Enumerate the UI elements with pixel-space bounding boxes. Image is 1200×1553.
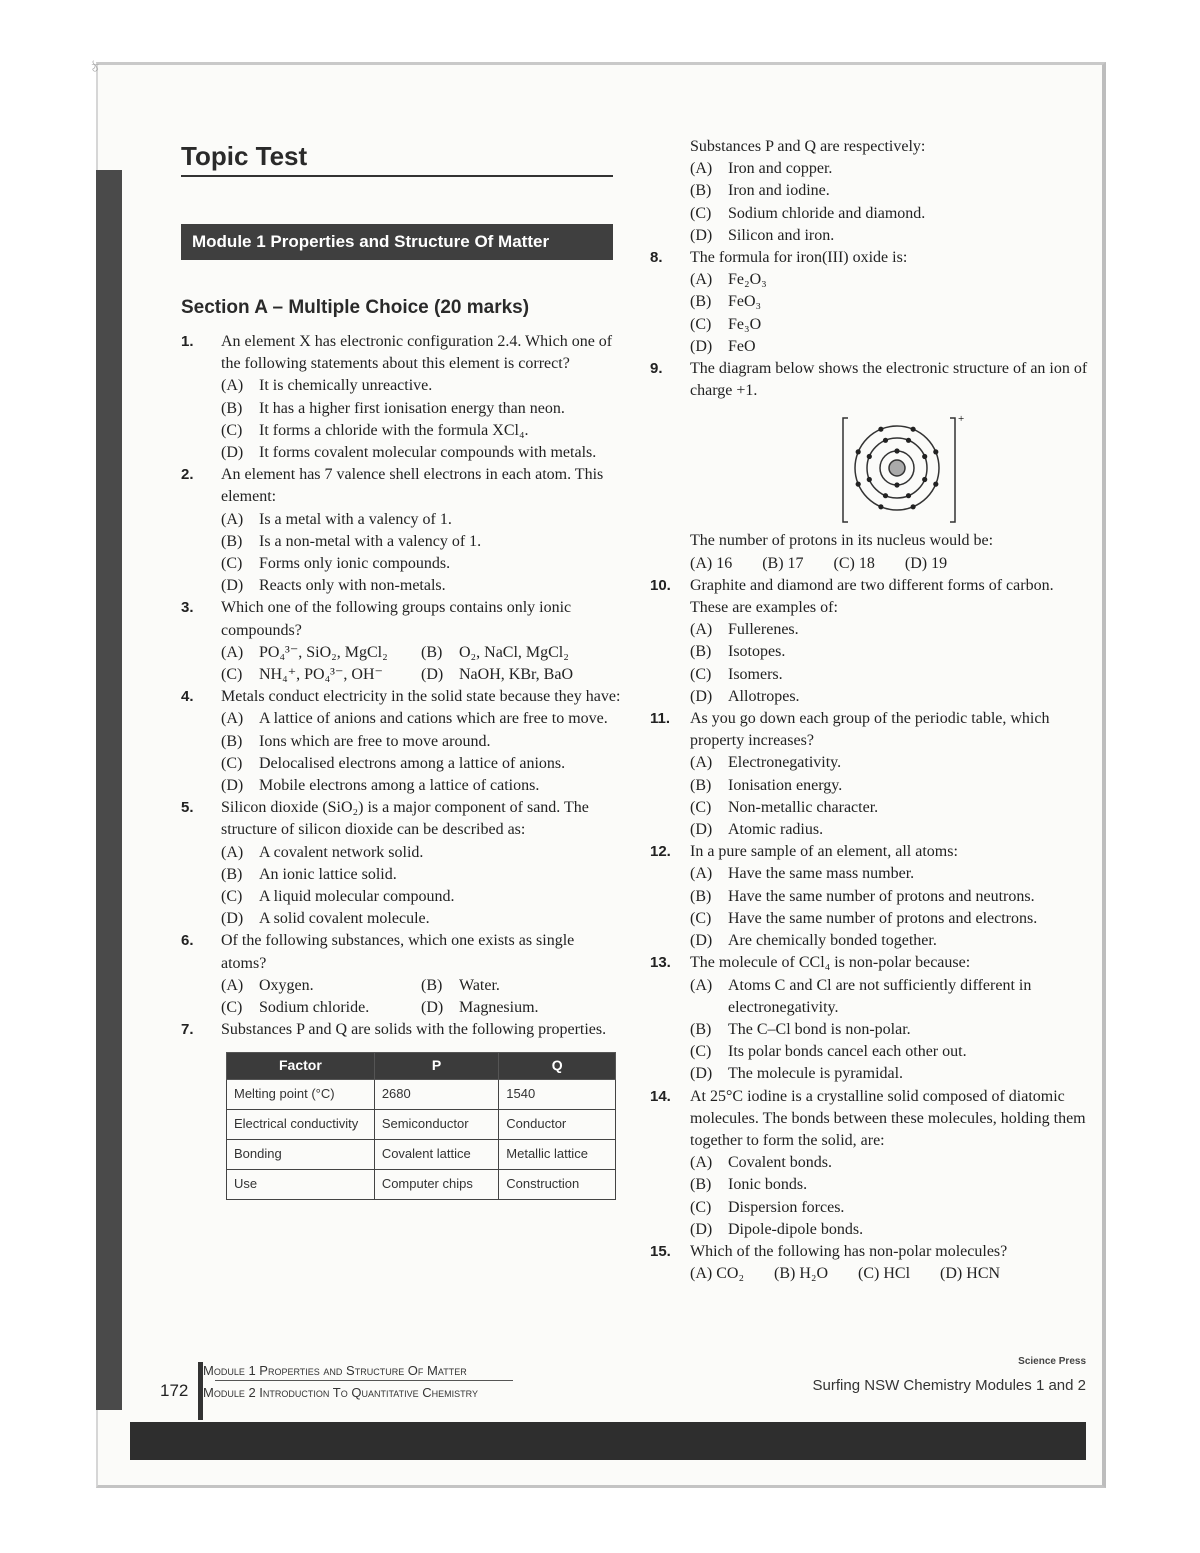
option-b [774, 1263, 828, 1285]
option-row [221, 664, 621, 686]
option-key: (D) [690, 226, 713, 244]
table-cell: Semiconductor [374, 1109, 498, 1139]
option-text: Have the same number of protons and neutrons. [728, 887, 1035, 905]
option-key: (A) [221, 976, 244, 994]
question-number: 9. [650, 360, 663, 378]
option-a [690, 863, 1090, 885]
electron-dot [878, 427, 883, 432]
table-cell: Conductor [499, 1109, 616, 1139]
question-text: Which of the following has non-polar molecules? [690, 1242, 1008, 1260]
option-b [762, 553, 803, 575]
option-d [221, 908, 621, 930]
option-key: (B) [421, 643, 443, 661]
table-row [227, 1109, 616, 1139]
question-9 [650, 358, 1090, 575]
option-d [690, 819, 1090, 841]
option-text: It has a higher first ionisation energy than neon. [259, 399, 565, 417]
option-c [221, 664, 421, 686]
option-key: (D) [940, 1265, 963, 1283]
table-cell: Construction [499, 1169, 616, 1199]
question-7-options [650, 158, 1090, 247]
option-key: (D) [221, 577, 244, 595]
option-c [221, 886, 621, 908]
option-text: Its polar bonds cancel each other out. [728, 1043, 967, 1061]
table-cell: Covalent lattice [374, 1139, 498, 1169]
nucleus [889, 460, 905, 476]
question-12 [650, 841, 1090, 952]
electron-dot [856, 450, 861, 455]
option-c [221, 753, 621, 775]
question-text: Which one of the following groups contains only ionic compounds? [221, 599, 572, 639]
option-text: HCl [883, 1265, 911, 1283]
question-number: 11. [650, 710, 671, 728]
question-number: 4. [181, 688, 194, 706]
question-15 [650, 1241, 1090, 1285]
question-number: 2. [181, 466, 194, 484]
electron-dot [856, 482, 861, 487]
option-key: (A) [221, 510, 244, 528]
electron-dot [906, 494, 911, 499]
option-b [221, 864, 621, 886]
electron-shell-svg [840, 410, 970, 530]
option-key: (A) [690, 754, 713, 772]
option-text: A liquid molecular compound. [259, 888, 455, 906]
option-text: It forms covalent molecular compounds with metals. [259, 444, 597, 462]
right-column [650, 136, 1090, 1285]
option-row [690, 553, 1090, 575]
question-text: An element X has electronic configuration 2.4. Which one of the following statements about this element is correct? [221, 333, 613, 373]
option-key: (D) [690, 932, 713, 950]
option-c [834, 553, 875, 575]
right-bracket [950, 418, 955, 522]
option-text: Dispersion forces. [728, 1198, 845, 1216]
question-text: Silicon dioxide (SiO₂) is a major component of sand. The structure of silicon dioxide can be described as: [221, 799, 589, 839]
electron-dot [933, 482, 938, 487]
option-text: Fe₃O [728, 315, 762, 333]
option-text: Atomic radius. [728, 821, 824, 839]
table-header-row [227, 1052, 616, 1079]
option-d [940, 1263, 1000, 1285]
option-key: (C) [221, 666, 243, 684]
question-14 [650, 1086, 1090, 1241]
question-number: 12. [650, 843, 671, 861]
option-key: (C) [690, 315, 712, 333]
option-key: (B) [221, 732, 243, 750]
footer-module-1: Module 1 Properties and Structure Of Matter [203, 1363, 467, 1378]
electron-dot [911, 427, 916, 432]
question-number: 1. [181, 333, 194, 350]
question-number: 5. [181, 799, 194, 817]
option-key: (A) [690, 621, 713, 639]
option-key: (C) [221, 555, 243, 573]
question-5 [181, 797, 621, 930]
table-cell: 1540 [499, 1079, 616, 1109]
option-d [221, 442, 621, 464]
electron-dot [867, 477, 872, 482]
electron-dot [894, 449, 899, 454]
option-key: (B) [221, 399, 243, 417]
electron-dot [922, 454, 927, 459]
option-key: (A) [690, 160, 713, 178]
option-text: CO₂ [716, 1265, 745, 1283]
option-text: 19 [931, 554, 948, 572]
question-10 [650, 575, 1090, 708]
option-a [221, 509, 621, 531]
table-cell: Bonding [227, 1139, 375, 1169]
option-text: 17 [787, 554, 804, 572]
option-key: (D) [690, 1220, 713, 1238]
properties-table [226, 1052, 616, 1200]
left-bracket [843, 418, 848, 522]
table-cell: Melting point (°C) [227, 1079, 375, 1109]
option-key: (A) [690, 865, 713, 883]
table-cell: 2680 [374, 1079, 498, 1109]
option-d [690, 336, 1090, 358]
option-key: (B) [221, 532, 243, 550]
question-text: At 25°C iodine is a crystalline solid composed of diatomic molecules. The bonds between these molecules, holding them together to form the solid, are: [690, 1087, 1086, 1149]
option-text: A lattice of anions and cations which are free to move. [259, 710, 608, 728]
option-text: Sodium chloride and diamond. [728, 204, 926, 222]
option-key: (D) [904, 554, 928, 572]
option-key: (A) [221, 643, 244, 661]
option-key: (C) [690, 1198, 712, 1216]
option-c [690, 797, 1090, 819]
table-cell: Electrical conductivity [227, 1109, 375, 1139]
electron-dot [911, 505, 916, 510]
bottom-band [130, 1422, 1086, 1460]
option-text: Magnesium. [459, 999, 539, 1017]
table-row [227, 1079, 616, 1109]
table-row [227, 1139, 616, 1169]
option-c [858, 1263, 910, 1285]
table-row [227, 1169, 616, 1199]
option-key: (B) [762, 554, 784, 572]
question-3 [181, 597, 621, 686]
option-text: PO₄³⁻, SiO₂, MgCl₂ [259, 643, 388, 661]
question-number: 7. [181, 1021, 194, 1039]
option-text: Ions which are free to move around. [259, 732, 491, 750]
option-key: (D) [221, 777, 244, 795]
question-text: Graphite and diamond are two different forms of carbon. These are examples of: [690, 576, 1054, 617]
option-key: (C) [690, 909, 712, 927]
option-c [221, 997, 421, 1019]
question-7 [181, 1019, 621, 1041]
option-a [221, 842, 621, 864]
table-header: P [374, 1052, 498, 1079]
option-a [690, 269, 1090, 291]
option-text: A covalent network solid. [259, 843, 424, 861]
option-d [905, 553, 947, 575]
option-text: It forms a chloride with the formula XCl₄. [259, 421, 529, 439]
option-text: Water. [459, 976, 500, 994]
question-text: The formula for iron(III) oxide is: [690, 249, 908, 267]
option-key: (B) [690, 1176, 712, 1194]
option-text: Delocalised electrons among a lattice of anions. [259, 754, 566, 772]
option-text: Reacts only with non-metals. [259, 577, 446, 595]
option-key: (C) [858, 1265, 880, 1283]
option-key: (B) [221, 865, 243, 883]
question-number: 10. [650, 576, 671, 594]
option-key: (D) [690, 337, 713, 355]
option-key: (B) [690, 776, 712, 794]
option-key: (C) [690, 798, 712, 816]
electron-dot [883, 494, 888, 499]
question-13 [650, 952, 1090, 1085]
option-text: Oxygen. [259, 976, 314, 994]
option-text: Have the same mass number. [728, 865, 915, 883]
question-number: 3. [181, 599, 194, 617]
option-key: (B) [421, 976, 443, 994]
option-key: (D) [221, 444, 244, 462]
option-key: (D) [690, 1065, 713, 1083]
option-b [690, 1019, 1090, 1041]
option-text: Sodium chloride. [259, 999, 370, 1017]
option-b [221, 731, 621, 753]
option-text: Dipole-dipole bonds. [728, 1220, 864, 1238]
option-c [690, 908, 1090, 930]
option-a [690, 553, 732, 575]
title-divider [181, 175, 613, 177]
page-number: 172 [160, 1381, 189, 1400]
question-text: Metals conduct electricity in the solid state because they have: [221, 688, 621, 706]
option-text: Isomers. [728, 665, 783, 683]
question-4 [181, 686, 621, 797]
option-key: (C) [221, 999, 243, 1017]
page-title: Topic Test [181, 141, 308, 171]
option-row [221, 975, 621, 997]
option-key: (C) [833, 554, 855, 572]
question-7-lead: Substances P and Q are respectively: [690, 138, 926, 155]
option-key: (B) [690, 887, 712, 905]
option-d [690, 686, 1090, 708]
question-number: 14. [650, 1087, 671, 1105]
option-text: Is a metal with a valency of 1. [259, 510, 452, 528]
option-text: Electronegativity. [728, 754, 842, 772]
question-6 [181, 930, 621, 1019]
table-cell: Use [227, 1169, 375, 1199]
question-text: Of the following substances, which one exists as single atoms? [221, 932, 575, 972]
footer-modules [203, 1360, 478, 1404]
electron-dot [867, 454, 872, 459]
option-text: Fe₂O₃ [728, 271, 767, 289]
option-key: (B) [690, 182, 712, 200]
option-text: Forms only ionic compounds. [259, 555, 451, 573]
option-key: (B) [690, 643, 712, 661]
option-text: Non-metallic character. [728, 798, 879, 816]
option-b [221, 531, 621, 553]
question-text: Substances P and Q are solids with the following properties. [221, 1021, 607, 1039]
option-text: Is a non-metal with a valency of 1. [259, 532, 482, 550]
option-a [690, 975, 1090, 1019]
option-text: 18 [858, 554, 875, 572]
option-text: Mobile electrons among a lattice of cations. [259, 777, 540, 795]
option-key: (D) [421, 999, 444, 1017]
option-d [221, 775, 621, 797]
option-text: The C–Cl bond is non-polar. [728, 1020, 911, 1038]
electron-dot [906, 438, 911, 443]
table-cell: Metallic lattice [499, 1139, 616, 1169]
page-fold-shadow [96, 170, 122, 1410]
option-text: It is chemically unreactive. [259, 377, 433, 395]
option-c [690, 1197, 1090, 1219]
table-header: Factor [227, 1052, 375, 1079]
footer-divider [215, 1380, 513, 1381]
option-a [690, 1152, 1090, 1174]
option-text: 16 [716, 554, 733, 572]
option-key: (A) [690, 554, 713, 572]
option-text: NaOH, KBr, BaO [459, 666, 574, 684]
option-key: (C) [221, 754, 243, 772]
electron-dot [922, 477, 927, 482]
option-text: Iron and iodine. [728, 182, 830, 200]
option-key: (A) [221, 843, 244, 861]
table-header: Q [499, 1052, 616, 1079]
footer-module-2: Module 2 Introduction To Quantitative Chemistry [203, 1385, 478, 1400]
option-key: (A) [221, 710, 244, 728]
option-text: Atoms C and Cl are not sufficiently different in electronegativity. [728, 976, 1032, 1016]
ion-charge-label: + [958, 413, 965, 426]
option-d [421, 997, 621, 1019]
option-c [221, 420, 621, 442]
electron-dot [894, 483, 899, 488]
option-text: NH₄⁺, PO₄³⁻, OH⁻ [259, 666, 383, 684]
option-text: H₂O [799, 1265, 829, 1283]
option-a [690, 158, 1090, 180]
option-text: FeO₃ [728, 293, 762, 311]
option-row [690, 1263, 1090, 1285]
option-row [221, 642, 621, 664]
option-text: Silicon and iron. [728, 226, 835, 244]
option-d [690, 225, 1090, 247]
option-text: Have the same number of protons and electrons. [728, 909, 1038, 927]
option-d [421, 664, 621, 686]
publisher-name: Science Press [1018, 1356, 1086, 1367]
option-d [690, 1063, 1090, 1085]
option-b [690, 180, 1090, 202]
option-a [690, 1263, 744, 1285]
option-a [221, 375, 621, 397]
question-9-lead: The number of protons in its nucleus would be: [690, 532, 994, 550]
option-text: HCN [966, 1265, 1001, 1283]
option-key: (C) [690, 204, 712, 222]
option-text: Covalent bonds. [728, 1154, 832, 1172]
option-key: (A) [690, 1154, 713, 1172]
question-2 [181, 464, 621, 597]
option-key: (A) [690, 1265, 713, 1283]
option-c [690, 664, 1090, 686]
option-key: (C) [690, 1043, 712, 1061]
table-cell: Computer chips [374, 1169, 498, 1199]
option-text: The molecule is pyramidal. [728, 1065, 904, 1083]
question-text: The diagram below shows the electronic structure of an ion of charge +1. [690, 360, 1088, 400]
option-key: (C) [221, 888, 243, 906]
option-key: (D) [421, 666, 444, 684]
question-1 [181, 331, 621, 464]
option-b [690, 886, 1090, 908]
option-text: Ionisation energy. [728, 776, 843, 794]
electron-dot [883, 438, 888, 443]
option-text: Allotropes. [728, 687, 800, 705]
question-text: As you go down each group of the periodic table, which property increases? [690, 710, 1050, 750]
question-11 [650, 708, 1090, 841]
electron-dot [933, 450, 938, 455]
question-text: In a pure sample of an element, all atoms: [690, 843, 958, 861]
option-b [421, 975, 621, 997]
option-key: (D) [221, 910, 244, 928]
section-heading: Section A – Multiple Choice (20 marks) [181, 297, 530, 318]
option-text: O₂, NaCl, MgCl₂ [459, 643, 569, 661]
option-a [221, 975, 421, 997]
question-8 [650, 247, 1090, 358]
option-c [221, 553, 621, 575]
question-text: The molecule of CCl₄ is non-polar because: [690, 954, 971, 972]
option-text: FeO [728, 337, 756, 355]
option-b [690, 775, 1090, 797]
option-b [690, 1174, 1090, 1196]
book-title: Surfing NSW Chemistry Modules 1 and 2 [812, 1377, 1086, 1394]
option-key: (D) [690, 687, 713, 705]
option-text: A solid covalent molecule. [259, 910, 430, 928]
option-text: Ionic bonds. [728, 1176, 808, 1194]
electron-shell-diagram [840, 410, 970, 530]
electron-dot [878, 505, 883, 510]
option-key: (C) [690, 665, 712, 683]
module-banner: Module 1 Properties and Structure Of Matter [181, 224, 613, 260]
option-key: (B) [690, 293, 712, 311]
corner-mark: ঠ [92, 61, 99, 75]
question-number: 15. [650, 1242, 671, 1260]
option-key: (A) [221, 377, 244, 395]
question-number: 6. [181, 932, 194, 950]
option-text: Isotopes. [728, 643, 786, 661]
option-d [690, 1219, 1090, 1241]
question-number: 8. [650, 249, 663, 267]
option-key: (B) [690, 1020, 712, 1038]
option-c [690, 314, 1090, 336]
option-text: Are chemically bonded together. [728, 932, 937, 950]
question-number: 13. [650, 954, 671, 972]
option-key: (B) [774, 1265, 796, 1283]
option-row [221, 997, 621, 1019]
option-c [690, 203, 1090, 225]
option-b [221, 398, 621, 420]
option-a [221, 708, 621, 730]
option-b [690, 641, 1090, 663]
left-column [181, 331, 621, 1200]
option-c [690, 1041, 1090, 1063]
option-a [690, 619, 1090, 641]
option-key: (D) [690, 821, 713, 839]
option-a [690, 752, 1090, 774]
question-text: An element has 7 valence shell electrons in each atom. This element: [221, 466, 604, 506]
option-key: (A) [690, 976, 713, 994]
option-text: An ionic lattice solid. [259, 865, 397, 883]
option-d [221, 575, 621, 597]
option-key: (A) [690, 271, 713, 289]
option-a [221, 642, 421, 664]
option-b [421, 642, 621, 664]
option-b [690, 291, 1090, 313]
option-d [690, 930, 1090, 952]
option-key: (C) [221, 421, 243, 439]
option-text: Fullerenes. [728, 621, 799, 639]
option-text: Iron and copper. [728, 160, 833, 178]
